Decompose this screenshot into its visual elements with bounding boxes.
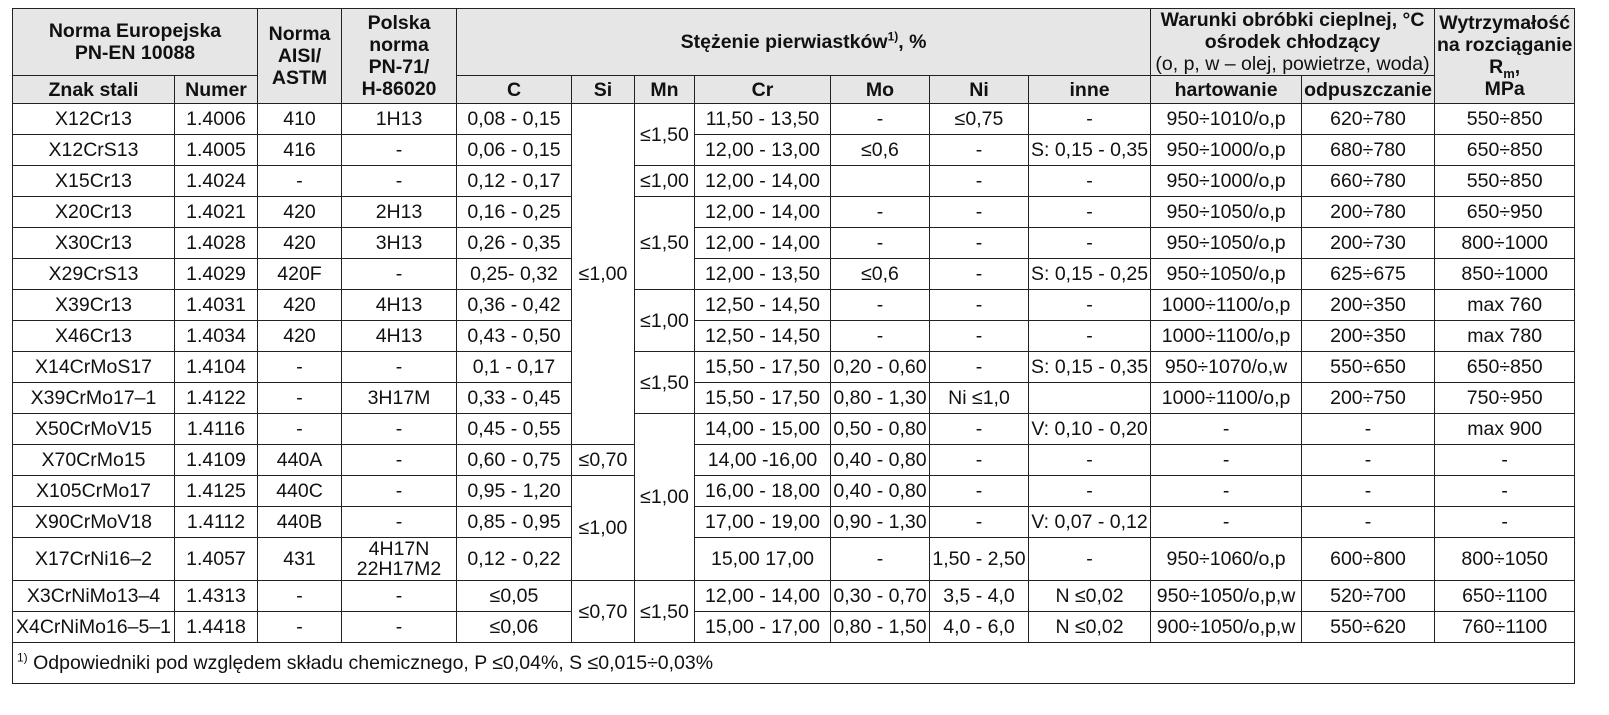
cell-ni: - [930,290,1029,321]
cell-ni: - [930,259,1029,290]
cell-c: 0,25- 0,32 [457,259,572,290]
cell-cr: 15,00 17,00 [695,538,831,581]
cell-c: 0,08 - 0,15 [457,104,572,135]
cell-aisi: 420F [258,259,342,290]
cell-other: - [1029,228,1151,259]
cell-mo: - [831,104,930,135]
cell-other: - [1029,104,1151,135]
cell-hardening: 950÷1050/o,p [1151,197,1302,228]
cell-cr: 11,50 - 13,50 [695,104,831,135]
cell-polish-standard: - [342,414,457,445]
cell-mo: - [831,228,930,259]
cell-steel-grade: X4CrNiMo16–5–1 [13,612,175,643]
cell-tempering: - [1302,445,1435,476]
cell-polish-standard: 4H13 [342,290,457,321]
cell-tensile: max 780 [1434,321,1574,352]
cell-number: 1.4104 [175,352,258,383]
cell-other: V: 0,07 - 0,12 [1029,507,1151,538]
cell-tempering: - [1302,476,1435,507]
cell-hardening: 1000÷1100/o,p [1151,290,1302,321]
cell-hardening: 1000÷1100/o,p [1151,321,1302,352]
table-row [13,166,1575,197]
table-row [13,259,1575,290]
cell-tempering: - [1302,507,1435,538]
cell-ni: - [930,197,1029,228]
cell-steel-grade: X70CrMo15 [13,445,175,476]
cell-hardening: 950÷1000/o,p [1151,135,1302,166]
cell-tempering: - [1302,414,1435,445]
cell-si: ≤0,70 [572,445,635,476]
col-tempering: odpuszczanie [1302,76,1435,104]
cell-tensile: 850÷1000 [1434,259,1574,290]
col-other: inne [1029,76,1151,104]
cell-number: 1.4313 [175,581,258,612]
cell-other: - [1029,476,1151,507]
cell-mo: ≤0,6 [831,259,930,290]
table-row [13,507,1575,538]
cell-mn: ≤1,50 [635,581,695,643]
cell-ni: - [930,166,1029,197]
cell-mo: - [831,197,930,228]
header-heat-treatment: Warunki obróbki cieplnej, °C ośrodek chłodzący (o, p, w – olej, powietrze, woda) [1151,9,1435,76]
cell-other: N ≤0,02 [1029,612,1151,643]
cell-cr: 17,00 - 19,00 [695,507,831,538]
cell-cr: 12,00 - 13,50 [695,259,831,290]
cell-other: - [1029,445,1151,476]
cell-tempering: 520÷700 [1302,581,1435,612]
steel-grades-table [12,8,1575,684]
cell-other: N ≤0,02 [1029,581,1151,612]
cell-polish-standard: - [342,166,457,197]
cell-c: ≤0,06 [457,612,572,643]
cell-cr: 15,00 - 17,00 [695,612,831,643]
cell-number: 1.4122 [175,383,258,414]
cell-tensile: 750÷950 [1434,383,1574,414]
cell-mn: ≤1,00 [635,166,695,197]
cell-tempering: 680÷780 [1302,135,1435,166]
cell-tensile: 760÷1100 [1434,612,1574,643]
cell-aisi: 410 [258,104,342,135]
header-element-concentration: Stężenie pierwiastków$^{1)}$, % [457,9,1151,76]
cell-mo: - [831,538,930,581]
col-mo: Mo [831,76,930,104]
cell-polish-standard: 3H17M [342,383,457,414]
cell-ni: 4,0 - 6,0 [930,612,1029,643]
cell-aisi: - [258,383,342,414]
cell-ni: - [930,321,1029,352]
table-row [13,228,1575,259]
col-mn: Mn [635,76,695,104]
cell-number: 1.4418 [175,612,258,643]
cell-mo: 0,90 - 1,30 [831,507,930,538]
cell-polish-standard: - [342,135,457,166]
table-row [13,612,1575,643]
table-row [13,383,1575,414]
cell-hardening: - [1151,476,1302,507]
cell-aisi: - [258,581,342,612]
cell-steel-grade: X30Cr13 [13,228,175,259]
cell-tensile: 650÷850 [1434,352,1574,383]
cell-other [1029,383,1151,414]
header-tensile-strength: Wytrzymałość na rozciąganie $R_m$, MPa [1434,9,1574,104]
col-cr: Cr [695,76,831,104]
header-european-standard: Norma Europejska PN-EN 10088 [13,9,258,76]
cell-cr: 12,50 - 14,50 [695,321,831,352]
cell-hardening: 950÷1050/o,p,w [1151,581,1302,612]
cell-ni: Ni ≤1,0 [930,383,1029,414]
col-hardening: hartowanie [1151,76,1302,104]
col-si: Si [572,76,635,104]
cell-tensile: - [1434,445,1574,476]
cell-tensile: 800÷1050 [1434,538,1574,581]
cell-c: 0,26 - 0,35 [457,228,572,259]
cell-number: 1.4112 [175,507,258,538]
cell-tempering: 600÷800 [1302,538,1435,581]
cell-aisi: 420 [258,321,342,352]
cell-tensile: - [1434,476,1574,507]
cell-mo: 0,50 - 0,80 [831,414,930,445]
cell-mo: 0,40 - 0,80 [831,476,930,507]
cell-polish-standard: - [342,507,457,538]
cell-mo: 0,40 - 0,80 [831,445,930,476]
cell-aisi: 440B [258,507,342,538]
cell-ni: 1,50 - 2,50 [930,538,1029,581]
cell-other: - [1029,166,1151,197]
cell-c: 0,33 - 0,45 [457,383,572,414]
cell-mo: 0,20 - 0,60 [831,352,930,383]
cell-ni: - [930,352,1029,383]
cell-mn: ≤1,50 [635,197,695,290]
cell-aisi: - [258,612,342,643]
cell-c: 0,95 - 1,20 [457,476,572,507]
cell-aisi: 420 [258,228,342,259]
cell-ni: 3,5 - 4,0 [930,581,1029,612]
document [12,8,1575,684]
table-row [13,414,1575,445]
cell-steel-grade: X20Cr13 [13,197,175,228]
cell-steel-grade: X90CrMoV18 [13,507,175,538]
cell-steel-grade: X105CrMo17 [13,476,175,507]
cell-number: 1.4031 [175,290,258,321]
cell-cr: 12,00 - 13,00 [695,135,831,166]
cell-other: S: 0,15 - 0,25 [1029,259,1151,290]
cell-cr: 15,50 - 17,50 [695,383,831,414]
col-steel-grade: Znak stali [13,76,175,104]
col-c: C [457,76,572,104]
cell-tempering: 550÷650 [1302,352,1435,383]
table-row [13,581,1575,612]
table-row [13,104,1575,135]
cell-tempering: 620÷780 [1302,104,1435,135]
cell-number: 1.4057 [175,538,258,581]
table-row [13,476,1575,507]
cell-mo [831,166,930,197]
cell-c: 0,16 - 0,25 [457,197,572,228]
cell-polish-standard: 1H13 [342,104,457,135]
cell-other: V: 0,10 - 0,20 [1029,414,1151,445]
cell-steel-grade: X12Cr13 [13,104,175,135]
cell-aisi: 420 [258,197,342,228]
cell-hardening: - [1151,445,1302,476]
cell-tensile: max 760 [1434,290,1574,321]
cell-mn: ≤1,50 [635,104,695,166]
cell-steel-grade: X46Cr13 [13,321,175,352]
header-polish-standard: Polska norma PN-71/ H-86020 [342,9,457,104]
cell-c: 0,60 - 0,75 [457,445,572,476]
cell-number: 1.4116 [175,414,258,445]
cell-other: - [1029,321,1151,352]
cell-polish-standard: - [342,259,457,290]
cell-tempering: 200÷780 [1302,197,1435,228]
cell-hardening: 1000÷1100/o,p [1151,383,1302,414]
cell-aisi: 416 [258,135,342,166]
cell-cr: 12,00 - 14,00 [695,581,831,612]
cell-ni: - [930,228,1029,259]
cell-number: 1.4024 [175,166,258,197]
cell-aisi: - [258,414,342,445]
cell-ni: - [930,445,1029,476]
cell-steel-grade: X12CrS13 [13,135,175,166]
cell-c: ≤0,05 [457,581,572,612]
cell-tensile: 650÷850 [1434,135,1574,166]
cell-other: - [1029,290,1151,321]
cell-polish-standard: - [342,612,457,643]
cell-mo: 0,80 - 1,30 [831,383,930,414]
cell-other: - [1029,197,1151,228]
cell-tensile: 650÷1100 [1434,581,1574,612]
cell-ni: - [930,476,1029,507]
cell-hardening: 950÷1050/o,p [1151,228,1302,259]
cell-steel-grade: X39CrMo17–1 [13,383,175,414]
cell-aisi: - [258,352,342,383]
cell-other: S: 0,15 - 0,35 [1029,135,1151,166]
cell-tempering: 660÷780 [1302,166,1435,197]
cell-c: 0,12 - 0,22 [457,538,572,581]
cell-hardening: - [1151,414,1302,445]
cell-hardening: 950÷1000/o,p [1151,166,1302,197]
cell-polish-standard: - [342,476,457,507]
cell-number: 1.4029 [175,259,258,290]
cell-polish-standard: - [342,581,457,612]
cell-aisi: 431 [258,538,342,581]
cell-steel-grade: X39Cr13 [13,290,175,321]
cell-polish-standard: - [342,445,457,476]
cell-c: 0,45 - 0,55 [457,414,572,445]
cell-steel-grade: X3CrNiMo13–4 [13,581,175,612]
cell-tensile: 550÷850 [1434,104,1574,135]
header-aisi-astm: Norma AISI/ ASTM [258,9,342,104]
cell-number: 1.4006 [175,104,258,135]
cell-other: S: 0,15 - 0,35 [1029,352,1151,383]
cell-mn: ≤1,00 [635,290,695,352]
cell-ni: - [930,507,1029,538]
cell-hardening: - [1151,507,1302,538]
table-row [13,135,1575,166]
cell-aisi: - [258,166,342,197]
table-row [13,352,1575,383]
cell-c: 0,12 - 0,17 [457,166,572,197]
cell-ni: - [930,135,1029,166]
col-number: Numer [175,76,258,104]
cell-polish-standard: - [342,352,457,383]
cell-steel-grade: X15Cr13 [13,166,175,197]
cell-c: 0,1 - 0,17 [457,352,572,383]
cell-ni: ≤0,75 [930,104,1029,135]
table-row [13,290,1575,321]
table-row [13,321,1575,352]
cell-steel-grade: X17CrNi16–2 [13,538,175,581]
cell-tensile: 550÷850 [1434,166,1574,197]
cell-polish-standard: 2H13 [342,197,457,228]
cell-tensile: 650÷950 [1434,197,1574,228]
cell-number: 1.4028 [175,228,258,259]
cell-tempering: 200÷730 [1302,228,1435,259]
cell-tempering: 200÷750 [1302,383,1435,414]
cell-cr: 12,00 - 14,00 [695,228,831,259]
cell-other: - [1029,538,1151,581]
cell-ni: - [930,414,1029,445]
cell-tempering: 200÷350 [1302,290,1435,321]
cell-cr: 15,50 - 17,50 [695,352,831,383]
cell-mo: 0,30 - 0,70 [831,581,930,612]
table-row [13,445,1575,476]
cell-mn: ≤1,50 [635,352,695,414]
cell-hardening: 950÷1050/o,p [1151,259,1302,290]
cell-mn: ≤1,00 [635,414,695,581]
cell-cr: 16,00 - 18,00 [695,476,831,507]
cell-hardening: 900÷1050/o,p,w [1151,612,1302,643]
cell-cr: 12,00 - 14,00 [695,197,831,228]
cell-hardening: 950÷1070/o,w [1151,352,1302,383]
cell-c: 0,85 - 0,95 [457,507,572,538]
cell-mo: - [831,321,930,352]
cell-tensile: - [1434,507,1574,538]
cell-polish-standard: 4H13 [342,321,457,352]
table-row [13,197,1575,228]
cell-cr: 12,00 - 14,00 [695,166,831,197]
cell-c: 0,36 - 0,42 [457,290,572,321]
cell-number: 1.4005 [175,135,258,166]
cell-polish-standard: 4H17N 22H17M2 [342,538,457,581]
table-row [13,538,1575,581]
cell-mo: 0,80 - 1,50 [831,612,930,643]
cell-polish-standard: 3H13 [342,228,457,259]
cell-si: ≤0,70 [572,581,635,643]
cell-aisi: 440A [258,445,342,476]
cell-hardening: 950÷1010/o,p [1151,104,1302,135]
cell-aisi: 420 [258,290,342,321]
cell-c: 0,06 - 0,15 [457,135,572,166]
cell-mo: ≤0,6 [831,135,930,166]
cell-number: 1.4125 [175,476,258,507]
cell-steel-grade: X50CrMoV15 [13,414,175,445]
cell-si: ≤1,00 [572,104,635,445]
cell-number: 1.4034 [175,321,258,352]
cell-hardening: 950÷1060/o,p [1151,538,1302,581]
cell-tempering: 625÷675 [1302,259,1435,290]
col-ni: Ni [930,76,1029,104]
footnote: $^{1)}$ Odpowiedniki pod względem składu chemicznego, P ≤0,04%, S ≤0,015÷0,03% [13,643,1575,684]
cell-tensile: max 900 [1434,414,1574,445]
cell-tempering: 550÷620 [1302,612,1435,643]
cell-number: 1.4021 [175,197,258,228]
cell-aisi: 440C [258,476,342,507]
cell-cr: 12,50 - 14,50 [695,290,831,321]
cell-steel-grade: X14CrMoS17 [13,352,175,383]
cell-tempering: 200÷350 [1302,321,1435,352]
cell-steel-grade: X29CrS13 [13,259,175,290]
cell-mo: - [831,290,930,321]
cell-tensile: 800÷1000 [1434,228,1574,259]
cell-number: 1.4109 [175,445,258,476]
cell-c: 0,43 - 0,50 [457,321,572,352]
cell-cr: 14,00 -16,00 [695,445,831,476]
cell-cr: 14,00 - 15,00 [695,414,831,445]
cell-si: ≤1,00 [572,476,635,581]
